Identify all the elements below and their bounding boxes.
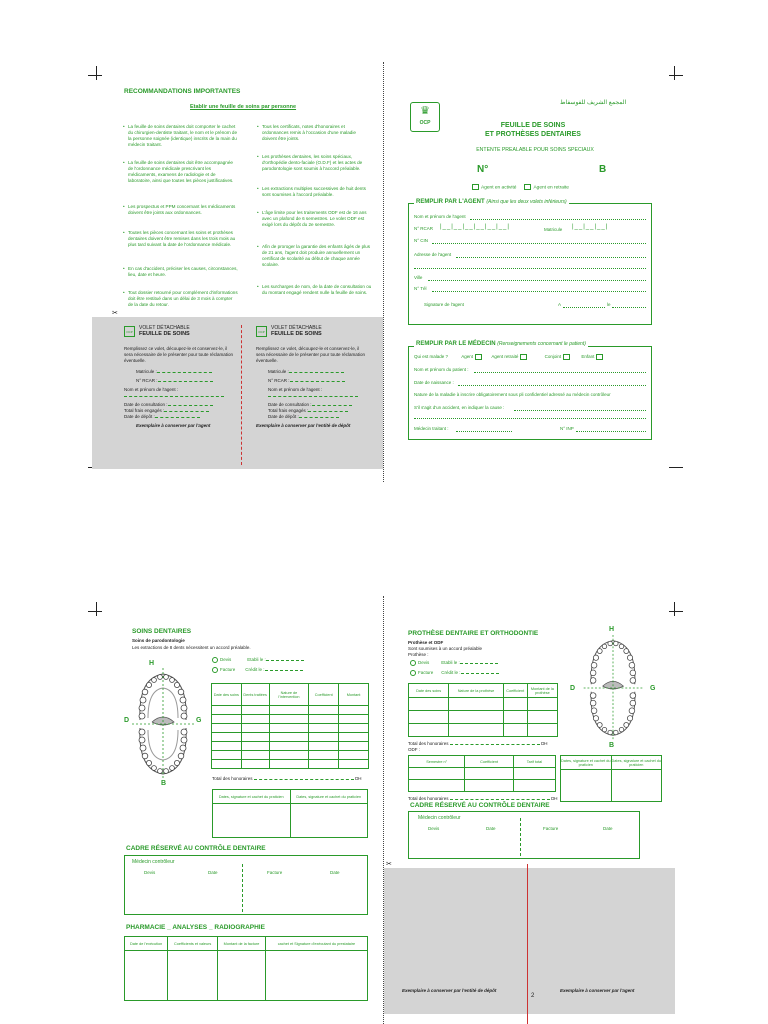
field-label: N° Tél [414, 286, 427, 291]
stub-field: Total frais engagés : [124, 407, 165, 413]
cell[interactable] [503, 711, 527, 724]
footer-left: Exemplaire à conserver par l'entité de dépôt [402, 988, 497, 993]
medecin-section-title: REMPLIR PAR LE MÉDECIN [416, 341, 496, 347]
city-input[interactable] [428, 280, 646, 281]
col-header: Coefficient [309, 684, 339, 706]
date-input[interactable] [612, 307, 646, 308]
pharma-table [124, 936, 368, 1001]
ctrl-col: Devis [428, 826, 440, 831]
cell[interactable] [339, 751, 369, 760]
cell[interactable] [339, 760, 369, 769]
bullet: • Les extractions multiples successives de huit dents sont soumises à l'accord préalable. [262, 186, 372, 198]
signature-table [560, 755, 662, 802]
agent-active-label: Agent en activité [481, 185, 517, 191]
crop-mark [674, 66, 675, 80]
cell[interactable] [449, 724, 503, 737]
cell[interactable] [241, 742, 269, 751]
dh-label: DH [551, 796, 558, 801]
cell[interactable] [409, 724, 449, 737]
prothese-sub: Sont soumises à un accord préalable [408, 646, 483, 651]
col-header: Nature de la prothèse [449, 684, 503, 698]
crop-mark [88, 75, 102, 76]
col-header: Coefficient [465, 756, 513, 768]
cell[interactable] [449, 698, 503, 711]
cell[interactable] [465, 780, 513, 792]
cell[interactable] [212, 751, 242, 760]
cadre-title: CADRE RÉSERVÉ AU CONTRÔLE DENTAIRE [410, 802, 550, 809]
retired-checkbox[interactable] [520, 354, 527, 360]
sig-cell[interactable] [611, 770, 662, 802]
bullet: • Tous les certificats, notes d'honoraires et ordonnances remis à l'occasion d'une maladie doivent être joints. [262, 124, 372, 142]
agent-checkbox[interactable] [475, 354, 482, 360]
stub-field: Date de dépôt : [268, 413, 299, 419]
accident-cause-input-2[interactable] [414, 418, 646, 419]
col-header: Tarif total [513, 756, 555, 768]
cell[interactable] [125, 951, 168, 1001]
bullet: • Afin de proroger la garantie des enfants âgés de plus de 21 ans, l'agent doit produire annuellement un certificat de scolarité au début de chaque année scolaire. [262, 244, 372, 268]
field-label: Ville [414, 275, 423, 280]
cell[interactable] [212, 760, 242, 769]
jaw-top-label: H [149, 660, 155, 667]
etabli-label: Etabli le : [247, 657, 266, 663]
cell[interactable] [309, 706, 339, 715]
cell[interactable] [409, 711, 449, 724]
prothese-sub: Prothèse et ODF [408, 640, 444, 645]
name-input[interactable] [470, 219, 646, 220]
ctrl-col: Facture [267, 870, 283, 875]
bullet: • La feuille de soins dentaires doit comporter le cachet du chirurgien-dentiste traitant, le nom et le prénom de la personne soignée (identique) inscrits de la main du médecin traitant. [128, 124, 238, 148]
field-label: Médecin traitant : [414, 426, 449, 431]
crop-mark [674, 602, 675, 616]
cell[interactable] [265, 951, 367, 1001]
field-label: Nom et prénom de l'agent [414, 214, 466, 219]
agent-retired-label: Agent en retraite [533, 185, 569, 191]
field-label: Signature de l'agent [424, 302, 464, 307]
jaw-left-label: D [124, 717, 130, 724]
col-header: Date des soins [212, 684, 242, 706]
col-header: Montant [339, 684, 369, 706]
divider [242, 864, 243, 912]
cell[interactable] [409, 768, 465, 780]
cell[interactable] [269, 724, 309, 733]
stub-field: Date de consultation : [268, 401, 312, 407]
cell[interactable] [212, 742, 242, 751]
prothese-sub: Prothèse : [408, 652, 429, 657]
stub-text: Remplissez ce volet, découpez-le et conservez-le, il sera nécessaire de le présenter pour toute réclamation éventuelle. [124, 345, 234, 363]
reco-subtitle: Etablir une feuille de soins par personne [190, 104, 297, 110]
sig-header: Dates, signature et cachet du praticien [290, 790, 368, 804]
ctrl-col: Date [486, 826, 496, 831]
cell[interactable] [309, 751, 339, 760]
patient-option: Agent [461, 354, 474, 360]
cell[interactable] [513, 780, 555, 792]
accident-cause-input[interactable] [514, 410, 646, 411]
cell[interactable] [527, 711, 557, 724]
stub-field: Matricule : [268, 368, 289, 374]
sig-cell[interactable] [213, 804, 291, 838]
ctrl-col: Facture [543, 826, 559, 831]
stub-field: Nom et prénom de l'agent : [268, 386, 323, 392]
odf-table [408, 755, 556, 792]
stub-field: Date de dépôt : [124, 413, 155, 419]
field-label: S'il s'agit d'un accident, en indiquer la cause : [414, 405, 505, 410]
col-header: Dents traitées [241, 684, 269, 706]
rcar-input[interactable]: |__|__|__|__|__|__| [440, 224, 510, 230]
ctrl-col: Date [330, 870, 340, 875]
prothese-table [408, 683, 558, 737]
cell[interactable] [339, 733, 369, 742]
agent-section-title: REMPLIR PAR L'AGENT [416, 199, 485, 205]
bullet: • Les prothèses dentaires, les soins spéciaux, d'orthopédie dento-faciale (O.D.F) et les actes de parodontologie sont soumis à l'accord préalable. [262, 154, 372, 172]
medecin-controleur: Médecin contrôleur [132, 859, 175, 865]
field-label: Adresse de l'agent [414, 252, 452, 257]
cell[interactable] [269, 715, 309, 724]
fold-line [383, 62, 384, 482]
cell[interactable] [218, 951, 266, 1001]
facture-label: Facture [418, 670, 434, 676]
field-label: Date de naissance : [414, 380, 454, 385]
cell[interactable] [465, 768, 513, 780]
field-label: N° RCAR [414, 226, 434, 231]
soins-sub: Soins de parodontologie [132, 638, 185, 643]
phone-input[interactable] [432, 291, 646, 292]
ocp-logo: ♛ OCP [410, 102, 440, 132]
cell[interactable] [241, 706, 269, 715]
stub-field: Matricule : [136, 368, 157, 374]
cell[interactable] [339, 706, 369, 715]
ocp-logo-icon: OCP [124, 326, 135, 337]
bullet: • La feuille de soins dentaires doit être accompagnée de l'ordonnance médicale prescrivant les médicaments, examens de radiologie et de laboratoire, ainsi que toutes les pièces justificatives. [128, 160, 238, 184]
patient-name-input[interactable] [474, 372, 646, 373]
credit-label: Crédit le : [245, 667, 265, 673]
dh-label: DH [355, 776, 362, 781]
page-number: 2 [531, 993, 535, 999]
number-label: N° [477, 164, 489, 175]
inp-input[interactable] [576, 431, 646, 432]
bullet: • En cas d'accident, préciser les causes, circonstances, lieu, date et heure. [128, 266, 238, 278]
ctrl-col: Devis [144, 870, 156, 875]
cell[interactable] [212, 733, 242, 742]
reco-title: RECOMMANDATIONS IMPORTANTES [124, 88, 241, 95]
total-label: Total des honoraires [212, 776, 253, 781]
pharma-title: PHARMACIE _ ANALYSES _ RADIOGRAPHIE [126, 924, 265, 931]
footer-right: Exemplaire à conserver par l'agent [560, 988, 635, 993]
cell[interactable] [449, 711, 503, 724]
logo-text: OCP [419, 120, 431, 126]
cut-line [527, 864, 528, 1024]
form-subtitle: ENTENTE PREALABLE POUR SOINS SPECIAUX [476, 147, 594, 153]
cell[interactable] [168, 951, 218, 1001]
cell[interactable] [409, 780, 465, 792]
facture-label: Facture [220, 667, 236, 673]
jaw-top-label: H [609, 626, 615, 633]
patient-option: Agent retraité [491, 354, 519, 360]
stub-title: FEUILLE DE SOINS [139, 331, 190, 337]
child-checkbox[interactable] [596, 354, 603, 360]
cell[interactable] [241, 751, 269, 760]
stub-title: VOLET DÉTACHABLE [139, 325, 190, 331]
stub-field: Total frais engagés : [268, 407, 309, 413]
cadre-title: CADRE RÉSERVÉ AU CONTRÔLE DENTAIRE [126, 845, 266, 852]
field-label: A [558, 302, 562, 307]
ocp-logo-icon: OCP [256, 326, 267, 337]
stub-field: N° RCAR : [136, 377, 158, 383]
scissors-icon: ✂ [386, 861, 392, 868]
place-input[interactable] [563, 307, 605, 308]
col-header: Montant de la facture [218, 937, 266, 951]
ctrl-col: Date [208, 870, 218, 875]
cell[interactable] [212, 715, 242, 724]
address-input[interactable] [456, 257, 646, 258]
sig-header: Dates, signature et cachet du praticien [611, 756, 662, 770]
cell[interactable] [409, 698, 449, 711]
agent-section-note: (Ainsi que les deux volets inférieurs) [486, 199, 567, 205]
cell[interactable] [269, 760, 309, 769]
cell[interactable] [339, 715, 369, 724]
credit-label: Crédit le : [441, 670, 461, 676]
field-label: N° CIN [414, 238, 429, 243]
stub-title: FEUILLE DE SOINS [271, 331, 322, 337]
ctrl-col: Date [603, 826, 613, 831]
cell[interactable] [309, 724, 339, 733]
bullet: • Toutes les pièces concernant les soins et prothèses dentaires doivent être remises dans les trois mois au plus tard suivant la date de l'ordonnance médicale. [128, 230, 238, 248]
form-title: FEUILLE DE SOINS [500, 122, 566, 129]
cell[interactable] [503, 698, 527, 711]
cell[interactable] [527, 724, 557, 737]
cell[interactable] [212, 706, 242, 715]
cell[interactable] [309, 760, 339, 769]
col-header: Nature de l'intervention [269, 684, 309, 706]
jaw-left-label: D [570, 685, 576, 692]
medecin-controleur: Médecin contrôleur [418, 815, 461, 821]
stub-footer: Exemplaire à conserver par l'entité de dépôt [256, 422, 351, 428]
stub-text: Remplissez ce volet, découpez-le et conservez-le, il sera nécessaire de le présenter pour toute réclamation éventuelle. [256, 345, 366, 363]
form-title: ET PROTHÈSES DENTAIRES [485, 131, 581, 138]
sig-cell[interactable] [290, 804, 368, 838]
cell[interactable] [527, 698, 557, 711]
birthdate-input[interactable] [458, 385, 646, 386]
crop-mark [88, 611, 102, 612]
tooth-chart-icon [580, 635, 646, 741]
cell[interactable] [241, 760, 269, 769]
devis-label: Devis [418, 660, 430, 666]
bullet: • Les prospectus et PPM concernant les médicaments doivent être joints aux ordonnances. [128, 204, 238, 216]
cell[interactable] [241, 724, 269, 733]
col-header: Date des soins [409, 684, 449, 698]
jaw-bottom-label: B [609, 742, 615, 749]
bullet: • Les surcharges de nom, de la date de consultation ou du montant engagé rendent nulle la feuille de soins. [262, 284, 372, 296]
stub-title: VOLET DÉTACHABLE [271, 325, 322, 331]
devis-label: Devis [220, 657, 232, 663]
cell[interactable] [269, 706, 309, 715]
tooth-chart-icon [132, 668, 194, 780]
facture-radio[interactable] [410, 670, 416, 676]
field-label: Nature de la maladie à inscrire obligatoirement sous pli confidentiel adressé au médecin contrôleur [414, 392, 611, 397]
soins-title: SOINS DENTAIRES [132, 628, 192, 635]
devis-radio[interactable] [410, 660, 416, 666]
scissors-icon: ✂ [112, 310, 118, 317]
doctor-input[interactable] [456, 431, 512, 432]
arabic-header: المجمع الشريف للفوسفاط [560, 100, 627, 106]
col-header: Coefficient [503, 684, 527, 698]
agent-retired-checkbox[interactable] [524, 184, 531, 190]
dh-label: DH [541, 741, 548, 746]
col-header: Semestre n° [409, 756, 465, 768]
field-label: Nom et prénom du patient : [414, 367, 469, 372]
signature-table [212, 789, 368, 838]
cell[interactable] [269, 742, 309, 751]
sig-header: Dates, signature et cachet du praticien [561, 756, 612, 770]
agent-active-checkbox[interactable] [472, 184, 479, 190]
total-label: Total des honoraires [408, 741, 449, 746]
odf-label: ODF : [408, 747, 420, 752]
total-label: Total des honoraires [408, 796, 449, 801]
medecin-section-note: (Renseignements concernant le patient) [497, 341, 586, 347]
col-header: Montant de la prothèse [527, 684, 557, 698]
jaw-right-label: G [650, 685, 656, 692]
col-header: cachet et Signature d'exécutant du prestataire [265, 937, 367, 951]
cell[interactable] [513, 768, 555, 780]
crop-mark [96, 66, 97, 80]
cell[interactable] [503, 724, 527, 737]
stub-field: Nom et prénom de l'agent : [124, 386, 179, 392]
stub-footer: Exemplaire à conserver par l'agent [136, 422, 211, 428]
letter-b: B [599, 164, 607, 175]
patient-option: Enfant [581, 354, 595, 360]
facture-radio[interactable] [212, 667, 218, 673]
soins-sub: Les extractions de 8 dents nécessitent un accord préalable. [132, 645, 251, 650]
sig-header: Dates, signature et cachet du praticien [213, 790, 291, 804]
crop-mark [669, 75, 683, 76]
stub-field: N° RCAR : [268, 377, 290, 383]
sig-cell[interactable] [561, 770, 612, 802]
address-input-2[interactable] [414, 268, 646, 269]
matricule-input[interactable]: |__|__|__| [572, 224, 609, 230]
cell[interactable] [339, 742, 369, 751]
spouse-checkbox[interactable] [563, 354, 570, 360]
field-label: N° INP [560, 426, 574, 431]
cell[interactable] [269, 733, 309, 742]
patient-label: Qui est malade ? [414, 354, 449, 360]
cell[interactable] [309, 733, 339, 742]
crop-mark [669, 467, 683, 468]
cin-input[interactable] [432, 243, 646, 244]
cell[interactable] [212, 724, 242, 733]
cut-line [241, 325, 242, 465]
cell[interactable] [241, 715, 269, 724]
etabli-label: Etabli le : [441, 660, 460, 666]
prothese-title: PROTHÈSE DENTAIRE ET ORTHODONTIE [408, 630, 539, 637]
crop-mark [96, 602, 97, 616]
devis-radio[interactable] [212, 657, 218, 663]
soins-table [211, 683, 369, 769]
bullet: • L'âge limite pour les traitements ODF est de 16 ans avec un plafond de 6 semestres. Le volet ODF est exigé lors du dépôt du 2e semestre. [262, 210, 372, 228]
jaw-right-label: G [196, 717, 202, 724]
patient-option: Conjoint [544, 354, 562, 360]
field-label: le [607, 302, 611, 307]
crop-mark [669, 611, 683, 612]
stub-field: Date de consultation : [124, 401, 168, 407]
bullet: • Tout dossier retourné pour complément d'informations doit être restitué dans un délai de 3 mois à compter de la date du retour. [128, 290, 238, 308]
cell[interactable] [309, 715, 339, 724]
cell[interactable] [269, 751, 309, 760]
cell[interactable] [339, 724, 369, 733]
col-header: Date de l'exécution [125, 937, 168, 951]
cell[interactable] [241, 733, 269, 742]
col-header: Coefficients et valeurs [168, 937, 218, 951]
divider [520, 818, 521, 856]
jaw-bottom-label: B [161, 780, 167, 787]
cell[interactable] [309, 742, 339, 751]
field-label: Matricule [544, 227, 563, 232]
